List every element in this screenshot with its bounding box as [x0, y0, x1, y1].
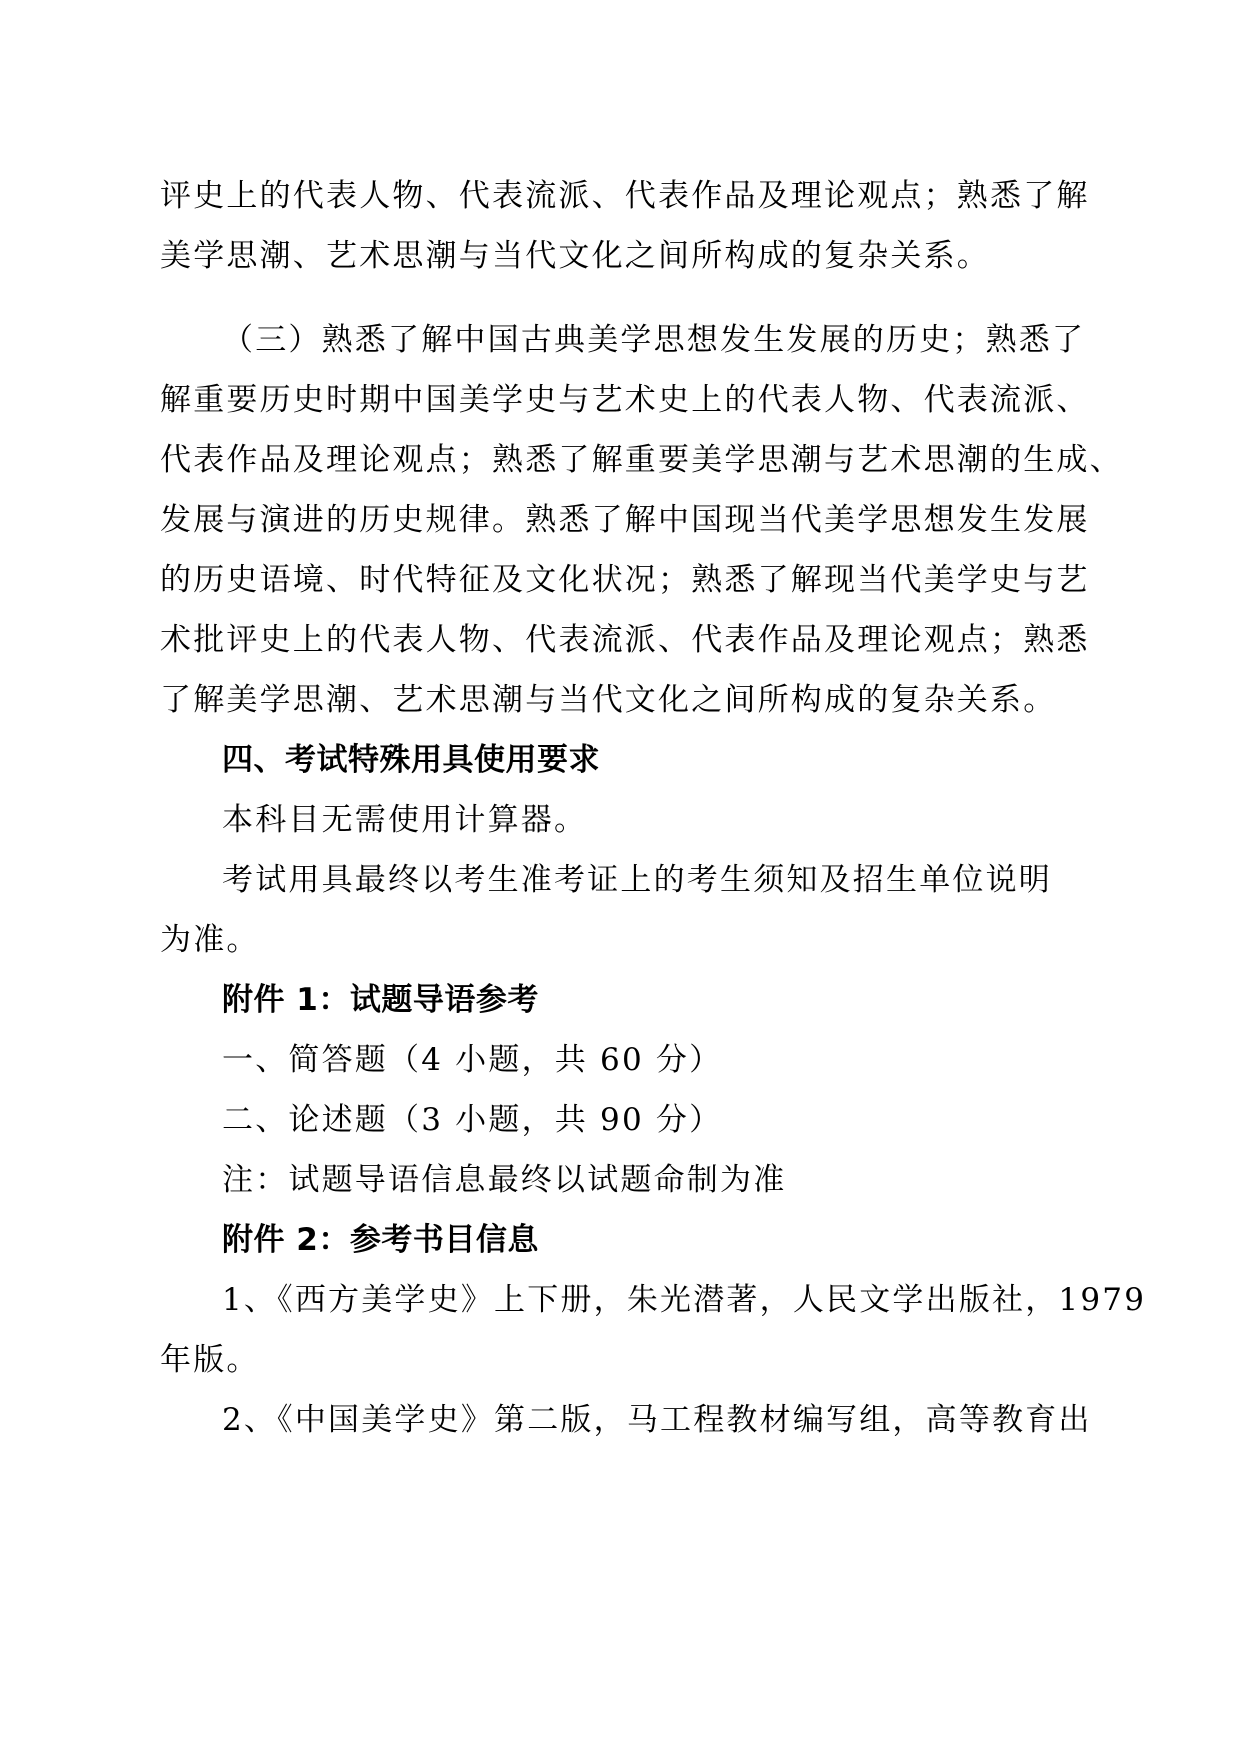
paragraph-line: 术批评史上的代表人物、代表流派、代表作品及理论观点；熟悉 [160, 622, 1090, 658]
question-type-short-answer: 一、简答题（4 小题，共 60 分） [222, 1042, 723, 1078]
paragraph-line: 的历史语境、时代特征及文化状况；熟悉了解现当代美学史与艺 [160, 562, 1090, 598]
paragraph-line: 美学思潮、艺术思潮与当代文化之间所构成的复杂关系。 [160, 238, 990, 274]
reference-item-1: 1、《西方美学史》上下册，朱光潜著，人民文学出版社，1979 [222, 1282, 1147, 1318]
paragraph-line: 为准。 [160, 922, 260, 958]
paragraph-line: 发展与演进的历史规律。熟悉了解中国现当代美学思想发生发展 [160, 502, 1090, 538]
note-line: 注：试题导语信息最终以试题命制为准 [222, 1162, 787, 1198]
appendix-2-heading: 附件 2：参考书目信息 [222, 1222, 539, 1258]
section-three-paragraph: （三）熟悉了解中国古典美学思想发生发展的历史；熟悉了 [222, 322, 1086, 358]
paragraph-line: 本科目无需使用计算器。 [222, 802, 588, 838]
section-heading-exam-tools: 四、考试特殊用具使用要求 [222, 742, 600, 778]
paragraph-line: 代表作品及理论观点；熟悉了解重要美学思潮与艺术思潮的生成、 [160, 442, 1123, 478]
appendix-1-heading: 附件 1：试题导语参考 [222, 982, 539, 1018]
reference-item-1-continued: 年版。 [160, 1342, 260, 1378]
paragraph-line: 考试用具最终以考生准考证上的考生须知及招生单位说明 [222, 862, 1052, 898]
paragraph-line: 解重要历史时期中国美学史与艺术史上的代表人物、代表流派、 [160, 382, 1090, 418]
question-type-essay: 二、论述题（3 小题，共 90 分） [222, 1102, 723, 1138]
reference-item-2: 2、《中国美学史》第二版，马工程教材编写组，高等教育出 [222, 1402, 1092, 1438]
paragraph-line: 评史上的代表人物、代表流派、代表作品及理论观点；熟悉了解 [160, 178, 1090, 214]
paragraph-line: 了解美学思潮、艺术思潮与当代文化之间所构成的复杂关系。 [160, 682, 1057, 718]
